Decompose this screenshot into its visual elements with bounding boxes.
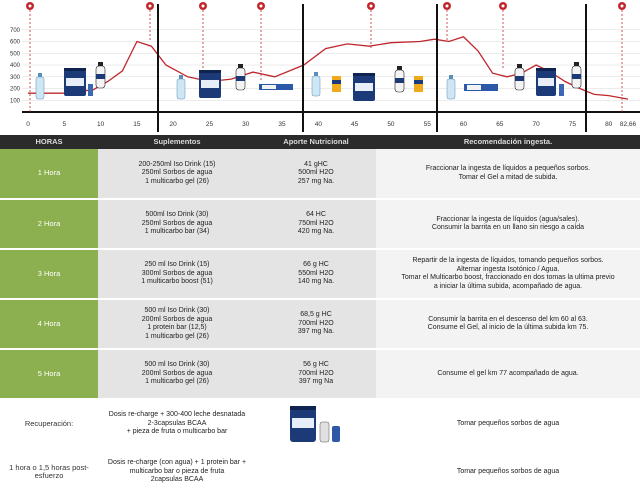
x-tick-label: 80 — [605, 121, 613, 128]
climb-marker-icon — [199, 2, 207, 70]
boost-icon — [414, 76, 423, 92]
nutrition-cell — [256, 449, 376, 495]
y-tick-label: 100 — [9, 98, 20, 105]
x-tick-label: 35 — [278, 121, 286, 128]
supplements-line: 1 multicarbo gel (26) — [145, 332, 209, 340]
supplements-line: multicarbo bar o pieza de fruta — [129, 467, 225, 475]
y-axis-labels — [10, 28, 21, 104]
iso-drink-tub-icon — [353, 73, 375, 101]
supplements-cell — [98, 199, 256, 249]
hour-label: 3 Hora — [37, 268, 61, 278]
elevation-profile-chart — [0, 0, 640, 138]
supplements-line: 500ml Iso Drink (30) — [145, 211, 209, 219]
recommendation-line: Consumir la barrita en el descenso del km 60 al 63. — [428, 315, 588, 323]
x-tick-label: 40 — [314, 121, 322, 128]
header-nutrition: Aporte Nutricional — [256, 135, 376, 149]
supplements-line: 250ml Sorbos de agua — [141, 169, 213, 177]
supplements-cell — [98, 349, 256, 399]
recommendation-cell — [376, 349, 640, 399]
supplements-line: 250 ml Iso Drink (15) — [144, 261, 210, 269]
nutrition-line: 750ml H2O — [298, 219, 334, 227]
supplements-line: + pieza de fruta o multicarbo bar — [126, 428, 228, 436]
x-tick-label: 55 — [423, 121, 431, 128]
water-bottle-icon — [312, 72, 320, 96]
hour-cell — [0, 249, 98, 299]
recommendation-line: Tomar el Gel a mitad de subida. — [458, 173, 558, 181]
supplements-cell — [98, 249, 256, 299]
recommendation-line: Consumir la barrita en un llano sin riesgo a caída — [431, 224, 585, 231]
hour-cell — [0, 299, 98, 349]
x-tick-label: 0 — [26, 121, 30, 128]
supplements-line: 1 multicarbo bar (34) — [144, 228, 210, 236]
finish-marker-icon — [618, 2, 626, 112]
nutrition-plan-table — [0, 135, 640, 496]
climb-marker-icon — [146, 2, 154, 40]
hour-cell — [0, 199, 98, 249]
recommendation-line: Alternar ingesta Isotónico / Agua. — [456, 265, 560, 273]
hour-label: Recuperación: — [24, 418, 74, 428]
supplements-line: 200-250ml Iso Drink (15) — [138, 160, 216, 168]
supplements-line: 200ml Sorbos de agua — [141, 369, 213, 377]
supplements-cell — [98, 449, 256, 495]
recommendation-line: a iniciar la última subida, acompañado de agua. — [433, 282, 583, 290]
hour-cell — [0, 349, 98, 399]
nutrition-cell — [256, 349, 376, 399]
water-bottle-icon — [447, 75, 455, 99]
table-header-row — [0, 135, 640, 149]
nutrition-line: 41 gHC — [304, 160, 328, 168]
sport-bottle-icon — [515, 64, 524, 90]
x-tick-label: 5 — [62, 121, 67, 128]
x-tick-label: 30 — [242, 121, 250, 128]
food-marker-icon — [443, 2, 451, 40]
nutrition-cell — [256, 299, 376, 349]
sport-bottle-icon — [236, 64, 245, 90]
nutrition-cell — [256, 199, 376, 249]
x-tick-label: 25 — [205, 121, 214, 128]
gel-icon — [559, 84, 564, 96]
table-body — [0, 149, 640, 495]
x-tick-label: 65 — [496, 121, 504, 128]
recommendation-cell — [376, 299, 640, 349]
recommendation-cell — [376, 449, 640, 495]
supplements-line: 300ml Sorbos de agua — [141, 269, 213, 277]
x-tick-label: 50 — [387, 121, 395, 128]
x-tick-label: 82,66 — [619, 121, 637, 128]
food-marker-icon — [257, 2, 265, 80]
recovery-products-icon — [259, 404, 373, 444]
recommendation-line: Consume el gel km 77 acompañado de agua. — [437, 369, 579, 377]
x-tick-label: 10 — [96, 121, 105, 128]
nutrition-line: 397 mg Na. — [297, 328, 335, 336]
boost-icon — [332, 76, 341, 92]
recommendation-cell — [376, 249, 640, 299]
table-row — [0, 149, 640, 199]
hour-label: 2 Hora — [37, 218, 61, 228]
recommendation-line: Fraccionar la ingesta de líquidos a pequeños sorbos. — [425, 165, 591, 172]
supplements-cell — [98, 299, 256, 349]
supplements-line: 1 multicarbo gel (26) — [145, 378, 209, 386]
protein-bar-icon — [464, 84, 498, 91]
recommendation-line: Fraccionar la ingesta de líquidos (agua/sales). — [436, 215, 580, 223]
header-hours: HORAS — [0, 135, 98, 149]
x-tick-label: 20 — [169, 121, 177, 128]
energy-bar-icon — [259, 84, 293, 90]
supplements-line: 2-3capsulas BCAA — [147, 419, 207, 427]
header-supplements: Suplementos — [98, 135, 256, 149]
supplements-line: 1 protein bar (12,5) — [147, 324, 207, 331]
x-tick-label: 75 — [568, 121, 577, 128]
supplements-line: 500 ml Iso Drink (30) — [144, 307, 210, 314]
hour-label: 1 Hora — [37, 168, 61, 178]
recommendation-line: Tomar pequeños sorbos de agua — [456, 419, 560, 427]
supplements-line: Dosis re-charge (con agua) + 1 protein bar + — [107, 459, 247, 467]
table-row — [0, 299, 640, 349]
hour-cell — [0, 399, 98, 449]
table-row — [0, 399, 640, 449]
iso-drink-tub-icon — [64, 68, 86, 96]
hour-cell — [0, 449, 98, 495]
nutrition-line: 700ml H2O — [298, 369, 334, 377]
x-axis-labels — [26, 121, 636, 128]
product-icons — [36, 62, 581, 101]
nutrition-line: 420 mg Na. — [297, 228, 335, 236]
recommendation-line: Repartir de la ingesta de líquidos, tomando pequeños sorbos. — [412, 257, 604, 264]
supplements-cell — [98, 399, 256, 449]
iso-drink-tub-icon — [199, 70, 221, 98]
climb-marker-icon — [367, 2, 375, 50]
sport-bottle-icon — [96, 62, 105, 88]
supplements-cell — [98, 149, 256, 199]
recommendation-cell — [376, 199, 640, 249]
y-tick-label: 600 — [9, 39, 20, 46]
supplements-line: 500 ml Iso Drink (30) — [144, 361, 210, 369]
nutrition-line: 140 mg Na. — [297, 278, 335, 286]
start-marker-icon — [26, 2, 34, 112]
x-tick-label: 45 — [351, 121, 359, 128]
table-row — [0, 199, 640, 249]
nutrition-cell — [256, 399, 376, 449]
water-bottle-icon — [36, 73, 44, 99]
header-recommendation: Recomendación ingesta. — [376, 135, 640, 149]
y-tick-label: 400 — [9, 63, 20, 70]
supplements-line: 2capsulas BCAA — [150, 476, 204, 484]
recommendation-line: Consume el Gel, al inicio de la última subida km 75. — [427, 324, 589, 331]
y-tick-label: 200 — [9, 86, 20, 93]
recommendation-cell — [376, 149, 640, 199]
supplements-line: Dosis re-charge + 300-400 leche desnatada — [108, 411, 246, 419]
nutrition-cell — [256, 149, 376, 199]
x-tick-label: 60 — [459, 121, 468, 128]
nutrition-line: 68,5 g HC — [300, 311, 332, 319]
nutrition-line: 500ml H2O — [298, 169, 334, 177]
recommendation-line: Tomar pequeños sorbos de agua — [456, 467, 560, 475]
hour-label: 1 hora o 1,5 horas post-esfuerzo — [9, 462, 89, 480]
recommendation-line: Tomar el Multicarbo boost, fraccionado en dos tomas la ultima previo — [401, 274, 615, 281]
y-tick-label: 300 — [9, 74, 20, 81]
gel-icon — [88, 84, 93, 96]
water-bottle-icon — [177, 75, 185, 99]
recommendation-cell — [376, 399, 640, 449]
nutrition-line: 66 g HC — [303, 261, 329, 269]
table-row — [0, 249, 640, 299]
y-tick-label: 700 — [9, 27, 20, 34]
supplements-line: 250ml Sorbos de agua — [141, 219, 213, 227]
nutrition-line: 397 mg Na — [298, 378, 334, 386]
x-tick-label: 70 — [532, 121, 540, 128]
nutrition-line: 700ml H2O — [298, 319, 334, 327]
hour-label: 4 Hora — [37, 318, 61, 328]
supplements-line: 200ml Sorbos de agua — [141, 315, 213, 323]
x-tick-label: 15 — [133, 121, 141, 128]
hour-label: 5 Hora — [37, 368, 61, 378]
sport-bottle-icon — [395, 66, 404, 92]
y-tick-label: 500 — [9, 51, 20, 58]
iso-drink-tub-icon — [536, 68, 556, 96]
nutrition-line: 64 HC — [306, 211, 326, 219]
table-row — [0, 449, 640, 495]
hour-cell — [0, 149, 98, 199]
nutrition-line: 56 g HC — [303, 361, 329, 369]
event-markers — [26, 2, 626, 112]
supplements-line: 1 multicarbo boost (51) — [141, 278, 213, 286]
climb-marker-icon — [499, 2, 507, 70]
sport-bottle-icon — [572, 62, 581, 88]
nutrition-cell — [256, 249, 376, 299]
table-row — [0, 349, 640, 399]
nutrition-line: 257 mg Na. — [297, 177, 335, 185]
nutrition-line: 550ml H2O — [298, 269, 334, 277]
supplements-line: 1 multicarbo gel (26) — [145, 177, 209, 185]
